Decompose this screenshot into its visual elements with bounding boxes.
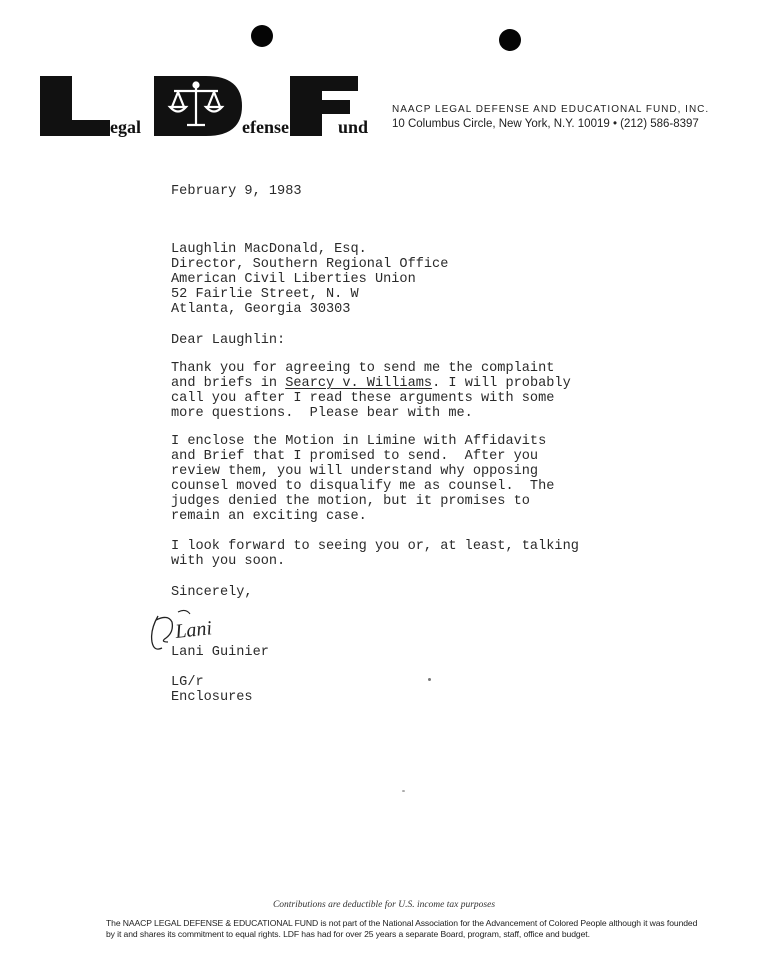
text-segment: and briefs in: [171, 376, 286, 391]
paragraph-line: Thank you for agreeing to send me the complaint: [171, 361, 555, 376]
case-name: Searcy v. Williams: [285, 376, 433, 391]
footer-disclaimer: The NAACP LEGAL DEFENSE & EDUCATIONAL FUND is not part of the National Association for the Advancement of Colored People although it was founded by it and shares its commitment to equal rights. LDF has had for over 25 years a separate Board, program, staff, office and budget.: [106, 918, 698, 939]
paragraph-line: call you after I read these arguments with some: [171, 391, 555, 406]
logo-word-egal: egal: [110, 117, 141, 137]
speck: [428, 678, 431, 681]
punch-hole-left: [251, 25, 273, 47]
letter-date: February 9, 1983: [171, 184, 302, 199]
paragraph-3: [171, 539, 641, 569]
paragraph-line: judges denied the motion, but it promises to: [171, 494, 530, 509]
paragraph-line: and Brief that I promised to send. After you: [171, 449, 539, 464]
recipient-line: Atlanta, Georgia 30303: [171, 302, 351, 317]
paragraph-line: with you soon.: [171, 554, 286, 569]
recipient-address: [171, 242, 641, 317]
paragraph-line: [171, 376, 641, 391]
recipient-line: American Civil Liberties Union: [171, 272, 416, 287]
paragraph-line: counsel moved to disqualify me as counsel. The: [171, 479, 555, 494]
closing: Sincerely,: [171, 585, 253, 600]
letterhead-organization: NAACP LEGAL DEFENSE AND EDUCATIONAL FUND, INC.: [392, 104, 710, 115]
logo-letter-l: [40, 76, 110, 136]
logo-word-efense: efense: [242, 117, 289, 137]
tax-note: Contributions are deductible for U.S. income tax purposes: [272, 900, 496, 910]
punch-hole-right: [499, 29, 521, 51]
paragraph-line: I enclose the Motion in Limine with Affidavits: [171, 434, 547, 449]
paragraph-line: remain an exciting case.: [171, 509, 367, 524]
recipient-line: Director, Southern Regional Office: [171, 257, 449, 272]
recipient-line: 52 Fairlie Street, N. W: [171, 287, 359, 302]
letterhead-address: 10 Columbus Circle, New York, N.Y. 10019 • (212) 586-8397: [392, 118, 699, 130]
paragraph-line: review them, you will understand why opposing: [171, 464, 539, 479]
paragraph-1: [171, 361, 641, 421]
ldf-logo: [38, 74, 378, 138]
paragraph-2: [171, 434, 641, 524]
paragraph-line: more questions. Please bear with me.: [171, 406, 473, 421]
speck: [402, 790, 405, 792]
signature-text: Lani: [174, 617, 214, 643]
initials: LG/r: [171, 675, 204, 690]
text-segment: . I will probably: [432, 376, 571, 391]
paragraph-line: I look forward to seeing you or, at least, talking: [171, 539, 579, 554]
recipient-line: Laughlin MacDonald, Esq.: [171, 242, 367, 257]
salutation: Dear Laughlin:: [171, 333, 286, 348]
logo-word-und: und: [338, 117, 369, 137]
enclosures: Enclosures: [171, 690, 253, 705]
signer-name: Lani Guinier: [171, 645, 269, 660]
